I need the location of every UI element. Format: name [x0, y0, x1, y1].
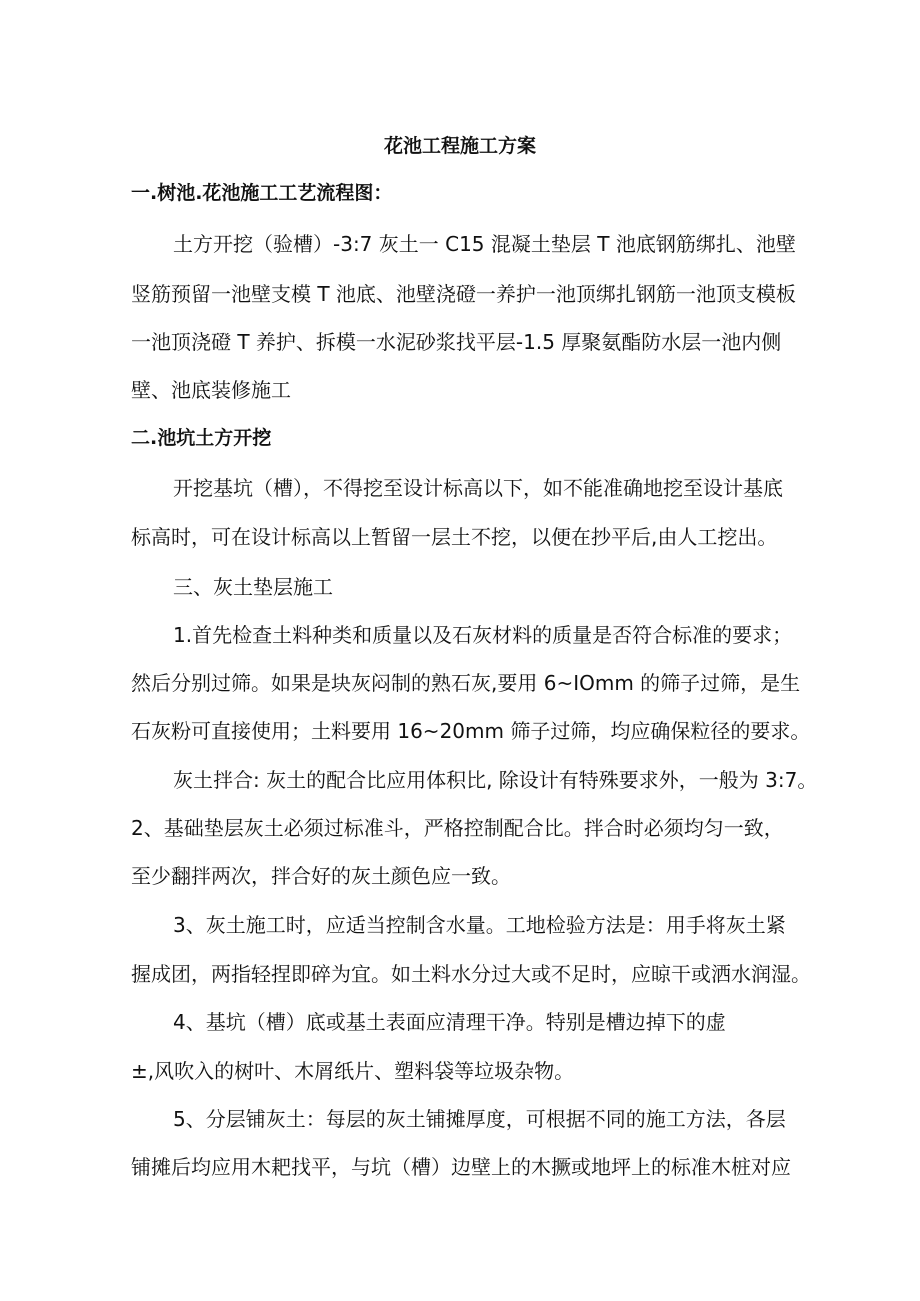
- paragraph-line: ±,风吹入的树叶、木屑纸片、塑料袋等垃圾杂物。: [131, 1059, 575, 1083]
- section-heading-2: 二.池坑土方开挖: [131, 427, 272, 449]
- paragraph-line: 一池顶浇磴 T 养护、拆模一水泥砂浆找平层-1.5 厚聚氨酯防水层一池内侧: [131, 330, 782, 354]
- paragraph-line: 1.首先检查土料种类和质量以及石灰材料的质量是否符合标准的要求；: [173, 623, 793, 647]
- document-title: 花池工程施工方案: [383, 135, 536, 157]
- paragraph-line: 灰土拌合: 灰土的配合比应用体积比, 除设计有特殊要求外，一般为 3:7。: [173, 768, 818, 792]
- paragraph-line: 握成团，两指轻捏即碎为宜。如土料水分过大或不足时，应晾干或洒水润湿。: [131, 962, 811, 986]
- paragraph-line: 开挖基坑（槽），不得挖至设计标高以下，如不能准确地挖至设计基底: [173, 476, 783, 500]
- paragraph-line: 3、灰土施工时，应适当控制含水量。工地检验方法是：用手将灰土紧: [173, 913, 786, 937]
- section-heading-3: 三、灰土垫层施工: [173, 575, 333, 599]
- section-heading-1: 一.树池.花池施工工艺流程图：: [131, 182, 393, 204]
- paragraph-line: 5、分层铺灰土：每层的灰土铺摊厚度，可根据不同的施工方法，各层: [173, 1107, 786, 1131]
- paragraph-line: 然后分别过筛。如果是块灰闷制的熟石灰,要用 6~IOmm 的筛子过筛，是生: [131, 671, 801, 695]
- paragraph-line: 壁、池底装修施工: [131, 378, 291, 402]
- paragraph-line: 石灰粉可直接使用；土料要用 16~20mm 筛子过筛，均应确保粒径的要求。: [131, 719, 811, 743]
- paragraph-line: 2、基础垫层灰土必须过标准斗，严格控制配合比。拌合时必须均匀一致，: [131, 816, 784, 840]
- paragraph-line: 标高时，可在设计标高以上暂留一层土不挖，以便在抄平后,由人工挖出。: [131, 525, 778, 549]
- paragraph-line: 至少翻拌两次，拌合好的灰土颜色应一致。: [131, 864, 511, 888]
- paragraph-line: 铺摊后均应用木耙找平，与坑（槽）边壁上的木撅或地坪上的标准木桩对应: [131, 1155, 791, 1179]
- paragraph-line: 土方开挖（验槽）-3:7 灰土一 C15 混凝土垫层 T 池底钢筋绑扎、池壁: [173, 232, 796, 256]
- paragraph-line: 竖筋预留一池壁支模 T 池底、池壁浇磴一养护一池顶绑扎钢筋一池顶支模板: [131, 282, 796, 306]
- paragraph-line: 4、基坑（槽）底或基土表面应清理干净。特别是槽边掉下的虚: [173, 1010, 726, 1034]
